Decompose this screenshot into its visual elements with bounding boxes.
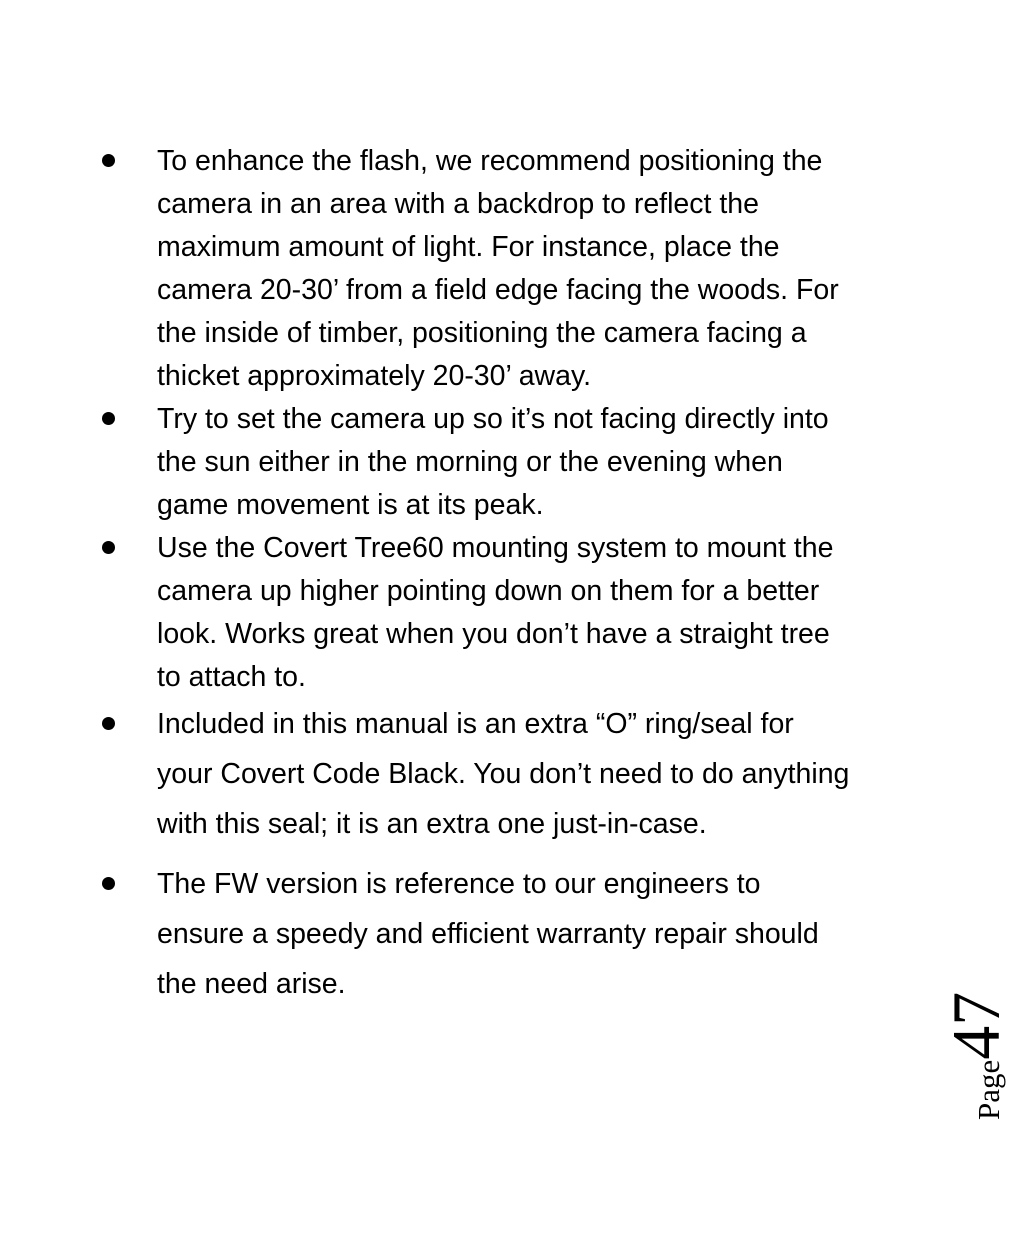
list-item — [0, 859, 855, 1009]
list-item — [0, 140, 855, 398]
list-item-text: Use the Covert Tree60 mounting system to mount the camera up higher pointing down on them for a better look. Works great when you don’t have a straight tree to attach to. — [157, 532, 834, 693]
bullet-icon — [102, 154, 115, 167]
bullet-icon — [102, 412, 115, 425]
list-item — [0, 699, 855, 849]
page-label: Page — [971, 1059, 1006, 1120]
bullet-icon — [102, 717, 115, 730]
list-item-text: Included in this manual is an extra “O” ring/seal for your Covert Code Black. You don’t need to do anything with this seal; it is an extra one just-in-case. — [157, 708, 850, 840]
document-body — [0, 140, 950, 1009]
list-item-text: To enhance the flash, we recommend positioning the camera in an area with a backdrop to reflect the maximum amount of light. For instance, place the camera 20-30’ from a field edge facing the woods. For the inside of timber, positioning the camera facing a thicket approximately 20-30’ away. — [157, 145, 839, 392]
list-item — [0, 527, 855, 699]
tips-bullet-list — [0, 140, 950, 1009]
list-item-text: Try to set the camera up so it’s not facing directly into the sun either in the morning or the evening when game movement is at its peak. — [157, 403, 829, 521]
list-item — [0, 398, 855, 527]
bullet-icon — [102, 541, 115, 554]
page-number-value: 47 — [938, 991, 1014, 1060]
page-number — [938, 991, 1014, 1120]
list-item-text: The FW version is reference to our engineers to ensure a speedy and efficient warranty repair should the need arise. — [157, 868, 819, 1000]
bullet-icon — [102, 877, 115, 890]
